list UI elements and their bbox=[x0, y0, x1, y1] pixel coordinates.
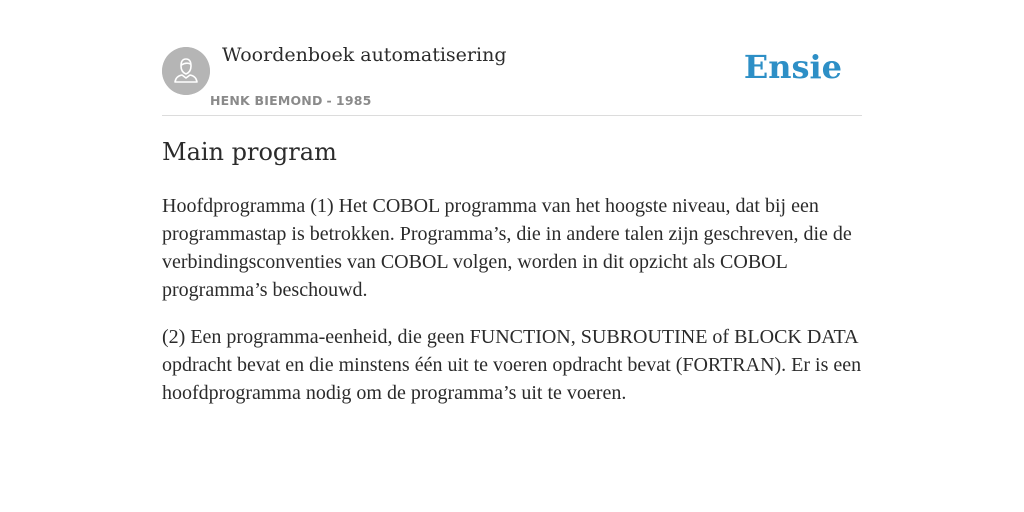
ensie-logo[interactable]: Ensie bbox=[743, 48, 842, 86]
definition-text bbox=[162, 192, 862, 426]
term-heading: Main program bbox=[162, 138, 337, 166]
definition-paragraph: (2) Een programma-eenheid, die geen FUNCTION, SUBROUTINE of BLOCK DATA opdracht bevat en die minstens één uit te voeren opdracht bevat (FORTRAN). Er is een hoofdprogramma nodig om de programma’s uit te voeren. bbox=[162, 326, 862, 404]
author-year bbox=[210, 93, 372, 108]
dictionary-title[interactable]: Woordenboek automatisering bbox=[222, 44, 507, 66]
entry-page bbox=[162, 0, 862, 404]
definition-paragraph: Hoofdprogramma (1) Het COBOL programma van het hoogste niveau, dat bij een programmastap is betrokken. Programma’s, die in andere talen zijn geschreven, die de verbindingsconventies van COBOL volgen, worden in dit opzicht als COBOL programma’s beschouwd. bbox=[162, 195, 852, 301]
author-name[interactable]: HENK BIEMOND bbox=[210, 93, 323, 108]
meta-separator: - bbox=[326, 93, 332, 108]
user-silhouette-icon bbox=[162, 47, 210, 95]
source-header bbox=[162, 0, 862, 116]
publication-year: 1985 bbox=[335, 93, 372, 108]
